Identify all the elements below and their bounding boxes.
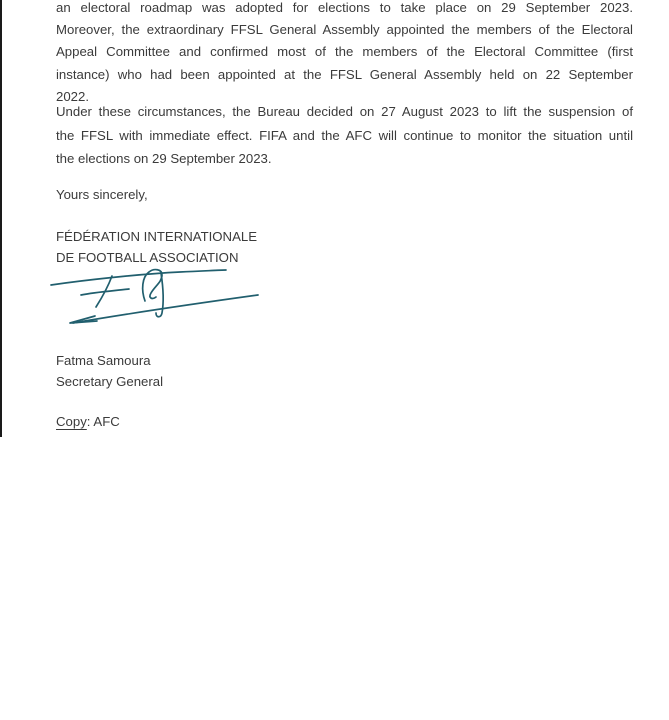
copy-line	[56, 411, 633, 433]
paragraph-electoral-roadmap	[56, 0, 633, 108]
signature-ink	[51, 270, 258, 323]
paragraph-line: instance) who had been appointed at the FFSL General Assembly held on 22 September	[56, 66, 633, 82]
paragraph-suspension-lifted	[56, 100, 633, 171]
copy-label: Copy	[56, 414, 87, 429]
signer-name: Fatma Samoura	[56, 353, 151, 368]
signer-title: Secretary General	[56, 374, 164, 390]
paragraph-line: the FFSL with immediate effect. FIFA and the AFC will continue to monitor the situation until	[56, 127, 633, 143]
signature-top-stroke	[51, 270, 226, 285]
handwritten-signature	[50, 266, 260, 328]
organization-name	[56, 226, 633, 269]
paragraph-line: Appeal Committee and confirmed most of the members of the Electoral Committee (first	[56, 44, 633, 60]
organization-name-line2: DE FOOTBALL ASSOCIATION	[56, 250, 239, 266]
signature-block	[56, 350, 633, 393]
paragraph-line: an electoral roadmap was adopted for elections to take place on 29 September 2023.	[56, 0, 633, 15]
page-left-edge-line	[0, 0, 2, 437]
paragraph-line: Moreover, the extraordinary FFSL General Assembly appointed the members of the Electoral	[56, 22, 633, 38]
paragraph-line: the elections on 29 September 2023.	[56, 151, 272, 166]
copy-separator: :	[86, 414, 94, 429]
paragraph-line: 2022.	[56, 88, 90, 104]
closing-salutation: Yours sincerely,	[56, 187, 148, 202]
copy-recipient: AFC	[93, 414, 120, 429]
organization-name-line1: FÉDÉRATION INTERNATIONALE	[56, 229, 258, 244]
paragraph-line: Under these circumstances, the Bureau decided on 27 August 2023 to lift the suspension of	[56, 104, 633, 119]
